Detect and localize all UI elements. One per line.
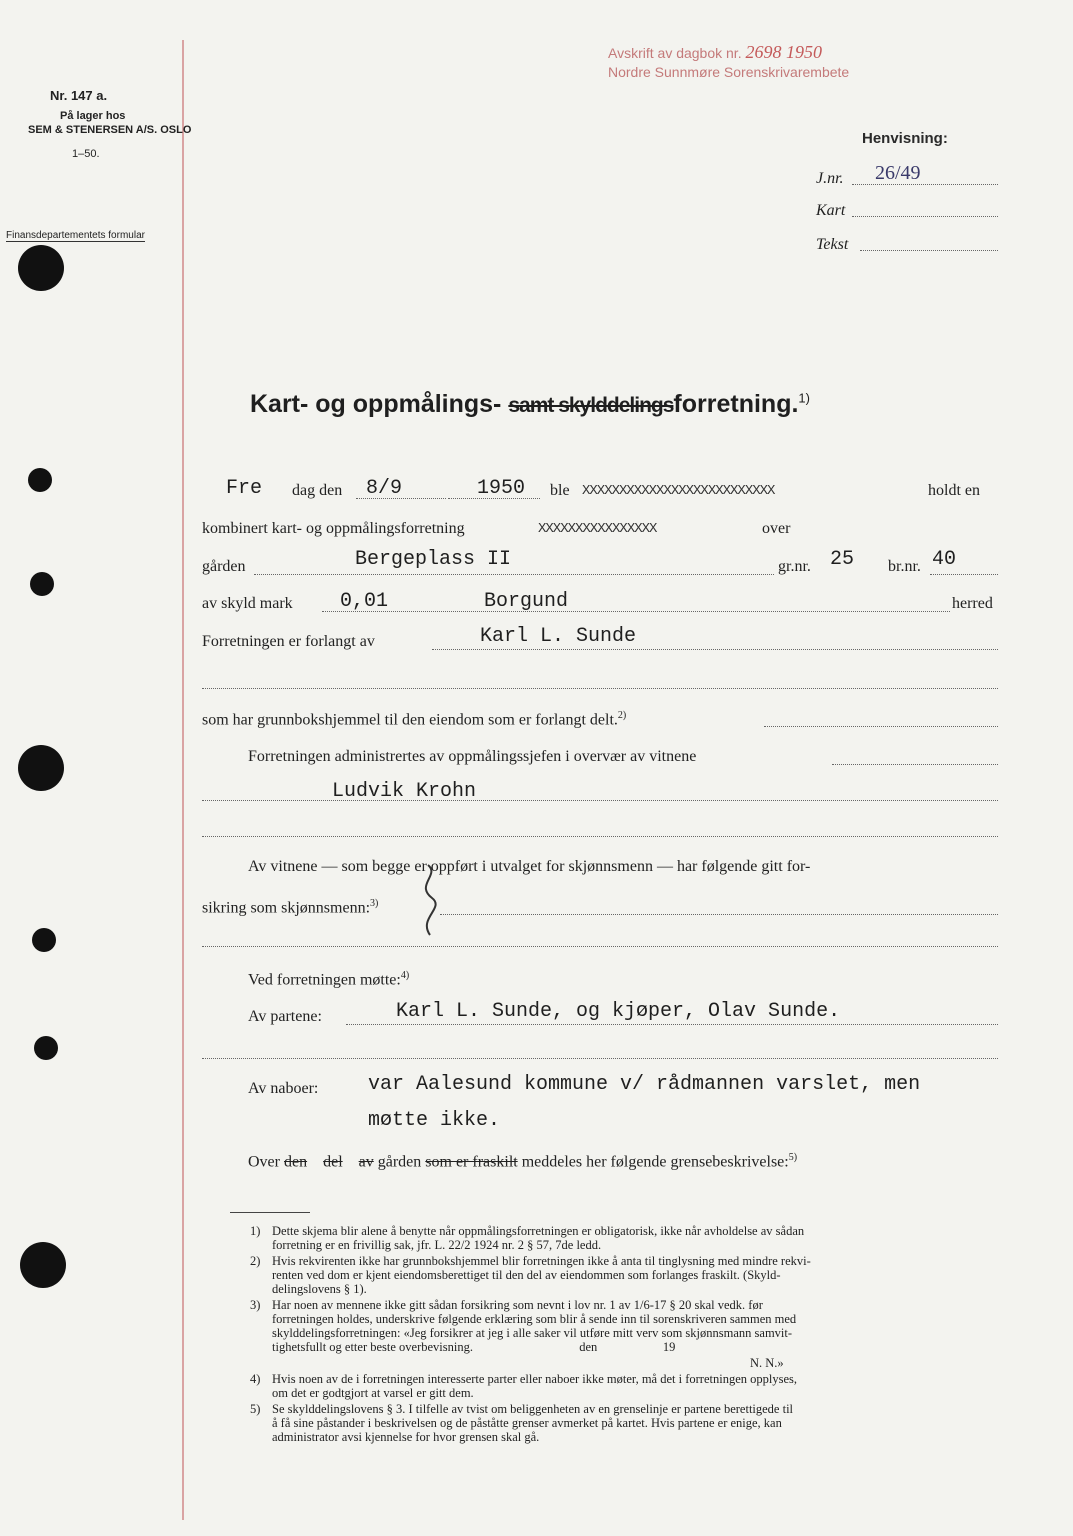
- form-stock-line2: SEM & STENERSEN A/S. OSLO: [28, 124, 192, 136]
- over-line: [248, 1152, 797, 1171]
- punch-hole: [18, 245, 64, 291]
- form-stock-line1: På lager hos: [60, 110, 126, 122]
- form-ministry: Finansdepartementets formular: [6, 230, 145, 241]
- kombinert-struck: XXXXXXXXXXXXXXXX: [538, 521, 657, 537]
- garden-line: [254, 574, 774, 575]
- date-value: 8/9: [366, 477, 403, 500]
- footnote-line: tighetsfullt og etter beste overbevisning. den 19: [272, 1340, 676, 1354]
- naboer-value-1: var Aalesund kommune v/ rådmannen varslet, men: [368, 1073, 921, 1096]
- year-value: 1950: [477, 477, 526, 500]
- administreres-text: Forretningen administrertes av oppmålingssjefen i overvær av vitnene: [248, 748, 697, 765]
- footnote-separator: [230, 1212, 310, 1213]
- footnote-line: Hvis rekvirenten ikke har grunnbokshjemmel blir forretningen ikke å anta til tinglysning med mindre rekvi-: [272, 1254, 811, 1268]
- stamp-office: Nordre Sunnmøre Sorenskrivarembete: [608, 64, 850, 80]
- footnote: [250, 1372, 1002, 1400]
- kombinert-text: kombinert kart- og oppmålingsforretning: [202, 520, 465, 537]
- partene-label: Av partene:: [248, 1008, 322, 1025]
- footnote-line: Dette skjema blir alene å benytte når oppmålingsforretningen er obligatorisk, ikke når avholdelse av sådan: [272, 1224, 805, 1238]
- skyld-value: 0,01: [340, 590, 389, 613]
- herred-value: Borgund: [484, 590, 569, 613]
- forlangt-line: [432, 649, 998, 650]
- administreres-line: [832, 764, 998, 765]
- title-part1: Kart- og oppmålings-: [250, 390, 502, 418]
- jnr-value: 26/49: [875, 162, 921, 184]
- over-garden: gården: [377, 1153, 422, 1171]
- ble-label: ble: [550, 482, 570, 499]
- grunnbok-text: [202, 710, 626, 729]
- footnote-line: skylddelingsforretningen: «Jeg forsikrer at jeg i alle saker vil utføre mitt verv som skjønnsmann samvit-: [272, 1326, 793, 1340]
- over-label: over: [762, 520, 791, 537]
- footnote-number: 4): [250, 1372, 261, 1386]
- margin-line: [182, 40, 184, 1520]
- blank-line: [202, 688, 998, 689]
- skyld-label: av skyld mark: [202, 595, 293, 612]
- partene-value: Karl L. Sunde, og kjøper, Olav Sunde.: [396, 1000, 841, 1023]
- kart-label: Kart: [816, 202, 846, 219]
- tekst-label: Tekst: [816, 236, 849, 253]
- vitne-line: [202, 800, 998, 801]
- tekst-line: [860, 250, 998, 251]
- blank-line-2: [202, 946, 998, 947]
- motte-sup: 4): [400, 970, 410, 981]
- footnote: [250, 1254, 1002, 1296]
- brnr-label: br.nr.: [888, 558, 921, 575]
- over-word: Over: [248, 1153, 280, 1171]
- footnote-line: Se skylddelingslovens § 3. I tilfelle av tvist om beliggenheten av en grenselinje er partene berettigede til: [272, 1402, 794, 1416]
- jnr-label: J.nr.: [816, 170, 844, 187]
- title-part2: forretning.: [673, 390, 799, 418]
- footnotes: [250, 1224, 1002, 1446]
- over-struck-3: av: [358, 1153, 374, 1171]
- forlangt-value: Karl L. Sunde: [480, 625, 637, 648]
- over-struck-4: som er fraskilt: [425, 1153, 518, 1171]
- partene-line: [346, 1024, 998, 1025]
- form-number: Nr. 147 a.: [50, 88, 108, 103]
- punch-hole: [18, 745, 64, 791]
- footnote-number: 2): [250, 1254, 261, 1268]
- punch-hole: [20, 1242, 66, 1288]
- over-struck-2: del: [323, 1153, 343, 1171]
- footnote-line: å få sine påstander i beskrivelsen og de påståtte grenser avmerket på kartet. Hvis partene er enige, kan: [272, 1416, 782, 1430]
- reference-heading: Henvisning:: [862, 130, 948, 147]
- kart-line: [852, 216, 998, 217]
- footnote-number: 3): [250, 1298, 261, 1312]
- footnote-line: delingslovens § 1).: [272, 1282, 367, 1296]
- footnote: [250, 1224, 1002, 1252]
- document-title: [250, 390, 810, 419]
- footnote-line: N. N.»: [750, 1356, 784, 1370]
- footnote-number: 5): [250, 1402, 261, 1416]
- footnote-line: administrator avsi kjennelse for hvor grensen skal gå.: [272, 1430, 540, 1444]
- footnote-line: forretning er en frivillig sak, jfr. L. 22/2 1924 nr. 2 § 57, 7de ledd.: [272, 1238, 602, 1252]
- brnr-value: 40: [932, 548, 957, 571]
- registry-stamp: [608, 42, 822, 63]
- footnote-line: forretningen holdes, underskrive følgende erklæring som blir å sende inn til sorenskriveren sammen med: [272, 1312, 797, 1326]
- day-value: Fre: [226, 477, 263, 500]
- jnr-line: [852, 184, 998, 185]
- dag-den-label: dag den: [292, 482, 343, 499]
- over-struck-1: den: [283, 1153, 308, 1171]
- vitne-line-2: [202, 836, 998, 837]
- grunnbok-line: [764, 726, 998, 727]
- footnote-number: 1): [250, 1224, 261, 1238]
- naboer-label: Av naboer:: [248, 1080, 319, 1097]
- footnote-line: Har noen av mennene ikke gitt sådan forsikring som nevnt i lov nr. 1 av 1/6-17 § 20 skal vedk. før: [272, 1298, 763, 1312]
- form-edition: 1–50.: [72, 148, 100, 160]
- vitnene-line: [440, 914, 998, 915]
- footnote: [250, 1298, 1002, 1354]
- ble-struck: XXXXXXXXXXXXXXXXXXXXXXXXXX: [582, 483, 775, 499]
- stamp-diary-number: 2698 1950: [745, 42, 822, 62]
- vitnene-line2: [202, 898, 378, 917]
- vitnene-sup: 3): [370, 898, 379, 909]
- title-struck: samt skylddelings: [508, 394, 674, 417]
- stamp-line1-prefix: Avskrift av dagbok nr.: [608, 45, 742, 61]
- garden-value: Bergeplass II: [355, 548, 512, 571]
- skyld-line: [322, 611, 950, 612]
- footnote-line: renten ved dom er kjent eiendomsberettiget til den del av eiendommen som forlanges fraskilt. (Skyld-: [272, 1268, 781, 1282]
- grunnbok-sup: 2): [617, 710, 627, 721]
- footnote-line: Hvis noen av de i forretningen interesserte parter eller naboer ikke møter, må det i forretningen opplyses,: [272, 1372, 798, 1386]
- footnote: [250, 1402, 1002, 1444]
- brnr-line: [930, 574, 998, 575]
- punch-hole: [30, 572, 54, 596]
- garden-label: gården: [202, 558, 246, 575]
- title-sup: 1): [798, 390, 810, 406]
- grnr-label: gr.nr.: [778, 558, 811, 575]
- naboer-value-2: møtte ikke.: [368, 1109, 501, 1132]
- blank-line-3: [202, 1058, 998, 1059]
- grnr-value: 25: [830, 548, 855, 571]
- over-sup: 5): [788, 1152, 798, 1163]
- vitnene-line1: Av vitnene — som begge er oppført i utvalget for skjønnsmenn — har følgende gitt for-: [248, 858, 811, 875]
- motte-text: [248, 970, 409, 989]
- punch-hole: [34, 1036, 58, 1060]
- vitne-value: Ludvik Krohn: [332, 780, 477, 803]
- herred-label: herred: [952, 595, 993, 612]
- footnote: [250, 1356, 1002, 1370]
- footnote-line: om det er godtgjort at varsel er gitt dem.: [272, 1386, 474, 1400]
- punch-hole: [28, 468, 52, 492]
- forlangt-label: Forretningen er forlangt av: [202, 633, 375, 650]
- punch-hole: [32, 928, 56, 952]
- holdt-en-label: holdt en: [928, 482, 980, 499]
- motte-label: Ved forretningen møtte:: [248, 971, 401, 989]
- vitnene-line2-label: sikring som skjønnsmenn:: [202, 899, 371, 917]
- grunnbok-label: som har grunnbokshjemmel til den eiendom som er forlangt delt.: [202, 711, 618, 729]
- over-end: meddeles her følgende grensebeskrivelse:: [521, 1153, 789, 1171]
- handwritten-squiggle: [410, 860, 450, 940]
